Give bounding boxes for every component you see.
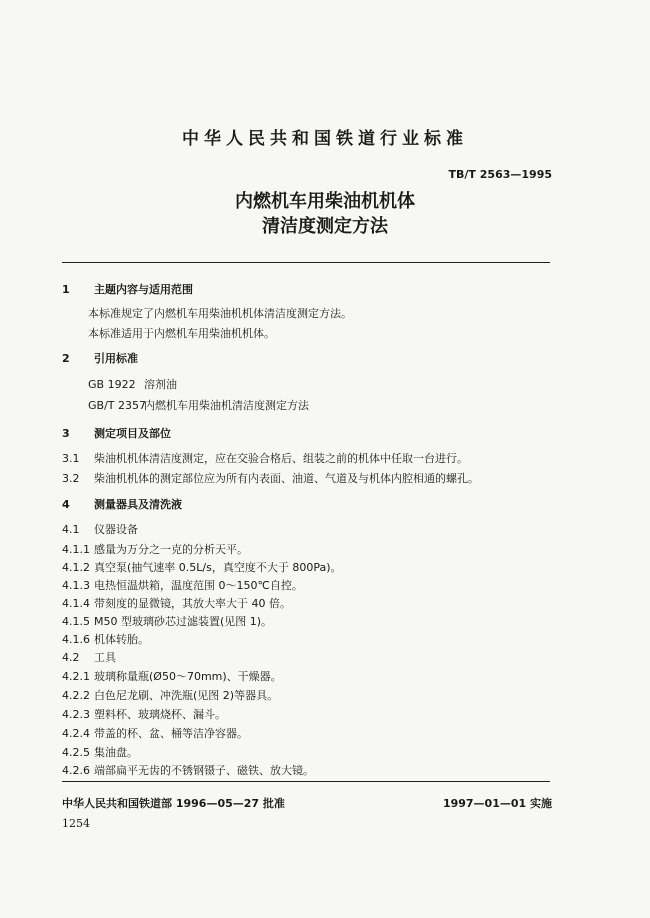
section-4-heading: 4 测量器具及清洗液 [62, 498, 182, 511]
clause-4-2-1: 4.2.1 玻璃称量瓶(Ø50～70mm)、干燥器。 [62, 670, 282, 683]
clause-4-1-3: 4.1.3 电热恒温烘箱，温度范围 0～150℃自控。 [62, 579, 303, 592]
clause-4-1-5: 4.1.5 M50 型玻璃砂芯过滤装置(见图 1)。 [62, 615, 273, 628]
section-1-heading: 1 主题内容与适用范围 [62, 283, 193, 296]
approval-line: 中华人民共和国铁道部 1996—05—27 批准 [62, 797, 285, 810]
section-1-paragraph-1: 本标准规定了内燃机车用柴油机机体清洁度测定方法。 [88, 307, 352, 320]
section-1-paragraph-2: 本标准适用于内燃机车用柴油机机体。 [88, 327, 275, 340]
standard-code: TB/T 2563—1995 [448, 168, 552, 181]
clause-4-2-3: 4.2.3 塑料杯、玻璃烧杯、漏斗。 [62, 708, 226, 721]
clause-4-2: 4.2 工具 [62, 651, 116, 664]
clause-4-2-5: 4.2.5 集油盘。 [62, 746, 138, 759]
clause-4-1-4: 4.1.4 带刻度的显微镜，其放大率大于 40 倍。 [62, 597, 291, 610]
reference-item: GB/T 2357内燃机车用柴油机清洁度测定方法 [88, 399, 309, 412]
section-3-heading: 3 测定项目及部位 [62, 427, 171, 440]
clause-4-1-2: 4.1.2 真空泵(抽气速率 0.5L/s，真空度不大于 800Pa)。 [62, 561, 342, 574]
document-title-line2: 清洁度测定方法 [262, 216, 388, 237]
issuing-organization: 中华人民共和国铁道行业标准 [182, 129, 468, 149]
clause-4-2-4: 4.2.4 带盖的杯、盆、桶等洁净容器。 [62, 727, 248, 740]
document-title-line1: 内燃机车用柴油机机体 [235, 191, 415, 212]
footer-divider [62, 781, 550, 782]
page-number: 1254 [62, 817, 90, 830]
reference-item: GB 1922 溶剂油 [88, 378, 177, 391]
header-divider [62, 262, 550, 263]
clause-4-2-2: 4.2.2 白色尼龙刷、冲洗瓶(见图 2)等器具。 [62, 689, 279, 702]
clause-4-1: 4.1 仪器设备 [62, 523, 138, 536]
effective-date: 1997—01—01 实施 [442, 797, 552, 810]
clause-4-1-1: 4.1.1 感量为万分之一克的分析天平。 [62, 543, 248, 556]
clause-3-2: 3.2 柴油机机体的测定部位应为所有内表面、油道、气道及与机体内腔相通的螺孔。 [62, 472, 479, 485]
section-2-heading: 2 引用标准 [62, 352, 138, 365]
clause-4-2-6: 4.2.6 端部扁平无齿的不锈钢镊子、磁铁、放大镜。 [62, 764, 314, 777]
clause-4-1-6: 4.1.6 机体转胎。 [62, 633, 149, 646]
clause-3-1: 3.1 柴油机机体清洁度测定，应在交验合格后、组装之前的机体中任取一台进行。 [62, 452, 468, 465]
